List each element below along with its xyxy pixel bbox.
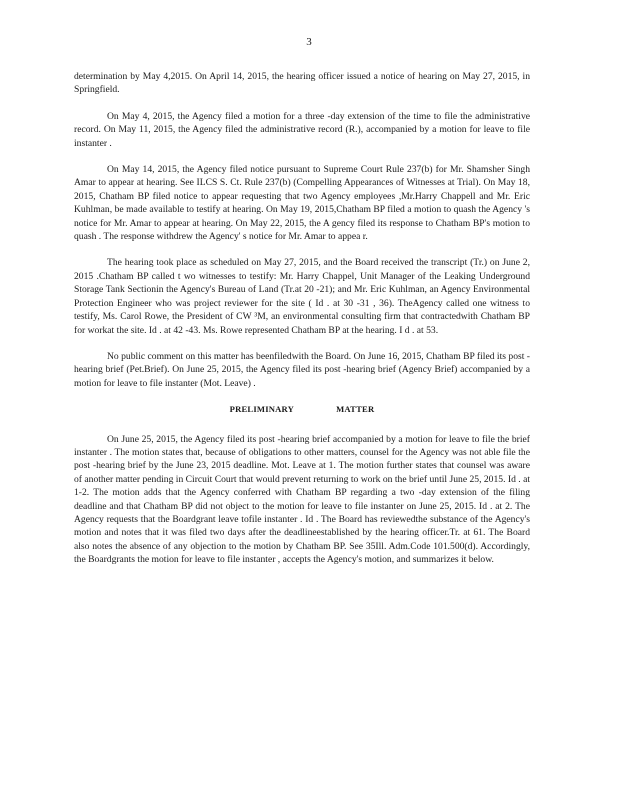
page-number: 3 [306,36,312,48]
paragraph-witness-notice: On May 14, 2015, the Agency filed notice pursuant to Supreme Court Rule 237(b) for Mr. Shamsher Singh Amar to appear at hearing. See ILCS S. Ct. Rule 237(b) (Compelling Appearances of Witnesses at Trial). On May 18, 2015, Chatham BP filed notice to appear requesting that two Agency employees ,Mr.Harry Chappell and Mr. Eric Kuhlman, be made available to testify at hearing. On May 19, 2015,Chatham BP filed a motion to quash the Agency 's notice for Mr. Amar to appear at hearing. On May 22, 2015, the A gency filed its response to Chatham BP's motion to quash . The response withdrew the Agency' s notice for Mr. Amar to appea r. [74,164,530,243]
paragraph-extension-motion: On May 4, 2015, the Agency filed a motion for a three -day extension of the time to file the administrative record. On May 11, 2015, the Agency filed the administrative record (R.), accompanied by a motion for leave to file instanter . [74,110,530,149]
paragraph-motion-for-leave: On June 25, 2015, the Agency filed its post -hearing brief accompanied by a motion for leave to file the brief instanter . The motion states that, because of obligations to other matters, counsel for the Agency was not able file the post -hearing brief by the June 23, 2015 deadline. Mot. Leave at 1. The motion further states that counsel was aware of another matter pending in Circuit Court that would prevent returning to work on the brief until June 25, 2015. Id . at 1-2. The motion adds that the Agency conferred with Chatham BP regarding a two -day extension of the filing deadline and that Chatham BP did not object to the motion for leave to file instanter on June 25, 2015. Id . at 2. The Agency requests that the Boardgrant leave tofile instanter . Id . The Board has reviewedthe substance of the Agency's motion and notes that it was filed two days after the deadlineestablished by the hearing officer.Tr. at 61. The Board also notes the absence of any objection to the motion by Chatham BP. See 35Ill. Adm.Code 101.500(d). Accordingly, the Boardgrants the motion for leave to file instanter , accepts the Agency's motion, and summarizes it below. [74,433,530,566]
paragraph-hearing-transcript: The hearing took place as scheduled on May 27, 2015, and the Board received the transcript (Tr.) on June 2, 2015 .Chatham BP called t wo witnesses to testify: Mr. Harry Chappel, Unit Manager of the Leaking Underground Storage Tank Sectionin the Agency's Bureau of Land (Tr.at 20 -21); and Mr. Eric Kuhlman, an Agency Environmental Protection Engineer who was project reviewer for the site ( Id . at 30 -31 , 36). TheAgency called one witness to testify, Ms. Carol Rowe, the President of CW ³M, an environmental consulting firm that contractedwith Chatham BP for workat the site. Id . at 42 -43. Ms. Rowe represented Chatham BP at the hearing. I d . at 53. [74,257,530,336]
paragraph-hearing-notice: determination by May 4,2015. On April 14, 2015, the hearing officer issued a notice of hearing on May 27, 2015, in Springfield. [74,71,530,96]
heading-word-matter: MATTER [336,404,375,415]
section-heading-preliminary-matter [74,403,530,416]
document-body [74,70,530,580]
heading-word-preliminary: PRELIMINARY [229,404,295,415]
paragraph-briefs: No public comment on this matter has beenfiledwith the Board. On June 16, 2015, Chatham BP filed its post -hearing brief (Pet.Brief). On June 25, 2015, the Agency filed its post -hearing brief (Agency Brief) accompanied by a motion for leave to file instanter (Mot. Leave) . [74,350,530,389]
